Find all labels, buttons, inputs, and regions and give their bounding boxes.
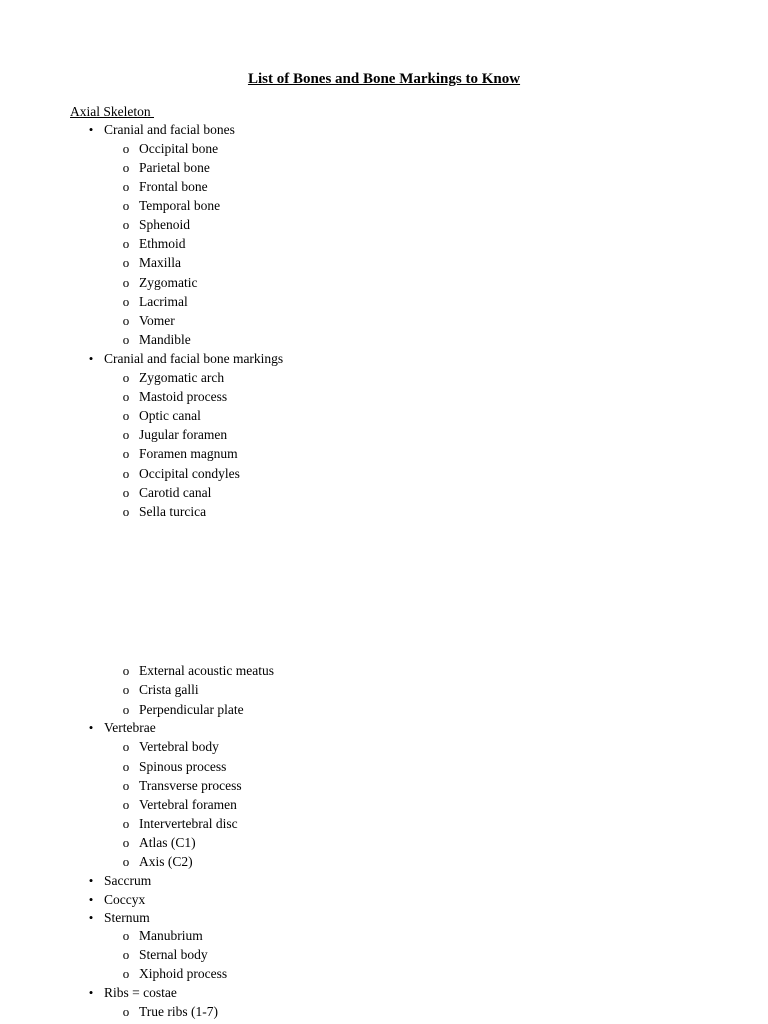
outline-subitem [0, 293, 768, 311]
sub-bullet-icon: o [122, 797, 130, 812]
outline-subitem-label: Vertebral body [139, 739, 219, 754]
outline-item [0, 719, 768, 737]
sub-bullet-icon: o [122, 947, 130, 962]
outline-subitem-label: Ethmoid [139, 236, 186, 251]
sub-bullet-icon: o [122, 275, 130, 290]
outline-subitem-label: Jugular foramen [139, 427, 228, 442]
outline-subitem-label: Sphenoid [139, 217, 191, 232]
sub-bullet-icon: o [122, 504, 130, 519]
outline-subitem-label: Maxilla [139, 255, 181, 270]
outline-subitem [0, 738, 768, 756]
outline-subitem [0, 235, 768, 253]
sub-bullet-icon: o [122, 160, 130, 175]
outline-subitem-label: Occipital condyles [139, 466, 240, 481]
outline-subitem-label: Mastoid process [139, 389, 228, 404]
sub-bullet-icon: o [122, 179, 130, 194]
sub-bullet-icon: o [122, 389, 130, 404]
bullet-icon: • [88, 351, 94, 366]
sub-bullet-icon: o [122, 663, 130, 678]
outline-subitem [0, 758, 768, 776]
outline-subitem [0, 197, 768, 215]
outline-subitem [0, 254, 768, 272]
outline-item [0, 984, 768, 1002]
outline-subitem [0, 216, 768, 234]
outline-item-label: Coccyx [104, 892, 146, 907]
sub-bullet-icon: o [122, 928, 130, 943]
outline-item [0, 891, 768, 909]
sub-bullet-icon: o [122, 739, 130, 754]
sub-bullet-icon: o [122, 702, 130, 717]
outline-subitem [0, 388, 768, 406]
sub-bullet-icon: o [122, 835, 130, 850]
bullet-icon: • [88, 985, 94, 1000]
bullet-icon: • [88, 892, 94, 907]
outline-subitem [0, 965, 768, 983]
outline-subitem-label: Carotid canal [139, 485, 212, 500]
outline-subitem-label: Foramen magnum [139, 446, 238, 461]
outline-subitem-label: Intervertebral disc [139, 816, 238, 831]
outline-subitem-label: Frontal bone [139, 179, 208, 194]
sub-bullet-icon: o [122, 1004, 130, 1019]
sub-bullet-icon: o [122, 332, 130, 347]
outline-item-label: Vertebrae [104, 720, 156, 735]
sub-bullet-icon: o [122, 313, 130, 328]
outline-item [0, 909, 768, 927]
outline-subitem-label: Spinous process [139, 759, 227, 774]
outline-subitem [0, 927, 768, 945]
outline-subitem-label: Transverse process [139, 778, 242, 793]
outline-subitem-label: Vomer [139, 313, 175, 328]
outline-subitem [0, 407, 768, 425]
outline-subitem-label: Occipital bone [139, 141, 219, 156]
sub-bullet-icon: o [122, 408, 130, 423]
outline-subitem-label: Parietal bone [139, 160, 210, 175]
outline-item-label: Cranial and facial bones [104, 122, 235, 137]
sub-bullet-icon: o [122, 141, 130, 156]
sub-bullet-icon: o [122, 446, 130, 461]
outline-subitem [0, 484, 768, 502]
outline-item [0, 121, 768, 139]
outline-subitem [0, 503, 768, 521]
outline-subitem [0, 701, 768, 719]
sub-bullet-icon: o [122, 466, 130, 481]
sub-bullet-icon: o [122, 485, 130, 500]
outline-subitem [0, 445, 768, 463]
outline-subitem [0, 465, 768, 483]
outline-subitem-label: Axis (C2) [139, 854, 193, 869]
sub-bullet-icon: o [122, 217, 130, 232]
outline-subitem-label: Mandible [139, 332, 191, 347]
outline-item [0, 350, 768, 368]
outline-subitem [0, 777, 768, 795]
outline-item-label: Ribs = costae [104, 985, 177, 1000]
outline-subitem [0, 815, 768, 833]
sub-bullet-icon: o [122, 236, 130, 251]
outline-subitem [0, 369, 768, 387]
outline-subitem [0, 681, 768, 699]
outline-subitem-label: Temporal bone [139, 198, 221, 213]
outline-subitem [0, 140, 768, 158]
outline-subitem [0, 274, 768, 292]
sub-bullet-icon: o [122, 966, 130, 981]
outline-subitem-label: Sternal body [139, 947, 208, 962]
outline-subitem [0, 796, 768, 814]
outline-subitem-label: Perpendicular plate [139, 702, 244, 717]
outline-subitem-label: Zygomatic arch [139, 370, 225, 385]
outline-subitem-label: True ribs (1-7) [139, 1004, 218, 1019]
sub-bullet-icon: o [122, 294, 130, 309]
sub-bullet-icon: o [122, 427, 130, 442]
outline-subitem-label: Optic canal [139, 408, 201, 423]
outline-subitem-label: Xiphoid process [139, 966, 228, 981]
sub-bullet-icon: o [122, 778, 130, 793]
outline-subitem [0, 946, 768, 964]
outline-subitem-label: Manubrium [139, 928, 203, 943]
sub-bullet-icon: o [122, 759, 130, 774]
sub-bullet-icon: o [122, 682, 130, 697]
section-heading-axial-skeleton: Axial Skeleton [70, 104, 154, 119]
outline-item-label: Sternum [104, 910, 150, 925]
outline-subitem-label: Sella turcica [139, 504, 207, 519]
outline-subitem-label: External acoustic meatus [139, 663, 274, 678]
sub-bullet-icon: o [122, 854, 130, 869]
bullet-icon: • [88, 720, 94, 735]
bullet-icon: • [88, 122, 94, 137]
outline-item [0, 872, 768, 890]
outline-subitem-label: Atlas (C1) [139, 835, 196, 850]
outline-subitem-label: Crista galli [139, 682, 199, 697]
outline-item-label: Cranial and facial bone markings [104, 351, 284, 366]
outline-item-label: Saccrum [104, 873, 152, 888]
outline-subitem [0, 662, 768, 680]
outline-subitem-label: Zygomatic [139, 275, 198, 290]
outline-subitem-label: Lacrimal [139, 294, 188, 309]
document-title: List of Bones and Bone Markings to Know [247, 71, 521, 87]
sub-bullet-icon: o [122, 816, 130, 831]
outline-subitem [0, 178, 768, 196]
outline-subitem [0, 331, 768, 349]
sub-bullet-icon: o [122, 255, 130, 270]
sub-bullet-icon: o [122, 370, 130, 385]
sub-bullet-icon: o [122, 198, 130, 213]
bullet-icon: • [88, 873, 94, 888]
outline-subitem [0, 853, 768, 871]
outline-subitem [0, 1003, 768, 1021]
outline-subitem [0, 426, 768, 444]
outline-subitem [0, 312, 768, 330]
bullet-icon: • [88, 910, 94, 925]
outline-subitem [0, 834, 768, 852]
outline-subitem-label: Vertebral foramen [139, 797, 237, 812]
outline-subitem [0, 159, 768, 177]
